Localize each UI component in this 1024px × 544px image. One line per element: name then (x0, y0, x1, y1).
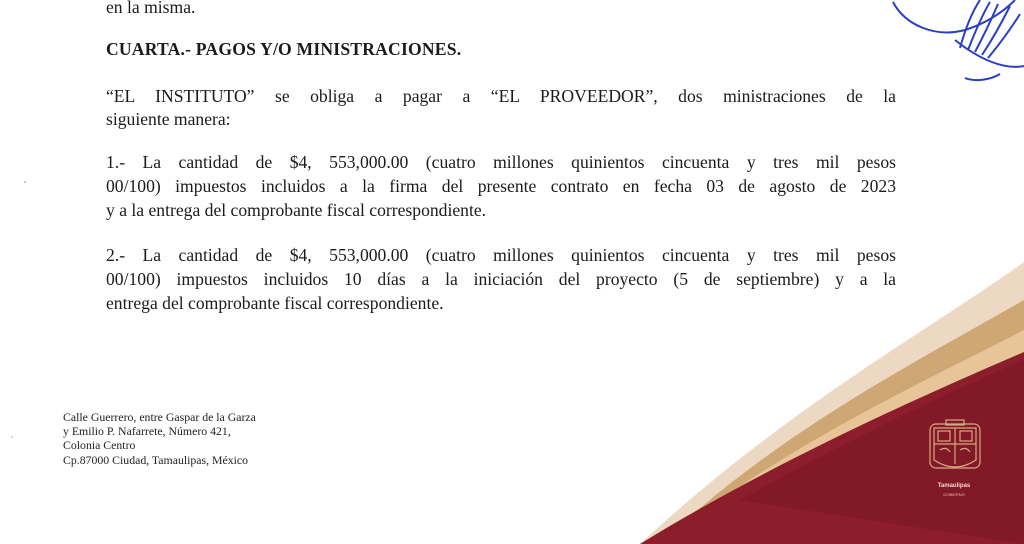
address-line: Calle Guerrero, entre Gaspar de la Garza (63, 410, 256, 424)
seal-subcaption: GOBIERNO (943, 492, 965, 497)
payment-item-2-line: 00/100) impuestos incluidos 10 días a la iniciación del proyecto (5 de septiembre) y a la (106, 269, 896, 289)
address-line: y Emilio P. Nafarrete, Número 421, (63, 424, 231, 439)
previous-page-fragment: en la misma. (106, 0, 196, 17)
payment-item-2-line: 2.- La cantidad de $4, 553,000.00 (cuatro millones quinientos cincuenta y tres mil pesos (106, 245, 896, 265)
payment-item-1-line: y a la entrega del comprobante fiscal correspondiente. (106, 200, 487, 220)
signature-mark (893, 0, 1024, 80)
scan-speck (24, 181, 26, 183)
address-line: Colonia Centro (63, 438, 136, 453)
scan-speck (11, 436, 13, 438)
footer-address (63, 410, 256, 467)
intro-line: siguiente manera: (106, 109, 231, 129)
intro-line: “EL INSTITUTO” se obliga a pagar a “EL PROVEEDOR”, dos ministraciones de la (106, 86, 896, 106)
clause-heading: CUARTA.- PAGOS Y/O MINISTRACIONES. (106, 39, 462, 59)
payment-item-1-line: 1.- La cantidad de $4, 553,000.00 (cuatro millones quinientos cincuenta y tres mil pesos (106, 152, 896, 172)
seal-caption: Tamaulipas (937, 483, 971, 489)
address-line: Cp.87000 Ciudad, Tamaulipas, México (63, 452, 249, 467)
payment-item-2-line: entrega del comprobante fiscal correspondiente. (106, 293, 444, 313)
payment-item-1-line: 00/100) impuestos incluidos a la firma del presente contrato en fecha 03 de agosto de 2023 (106, 176, 896, 196)
